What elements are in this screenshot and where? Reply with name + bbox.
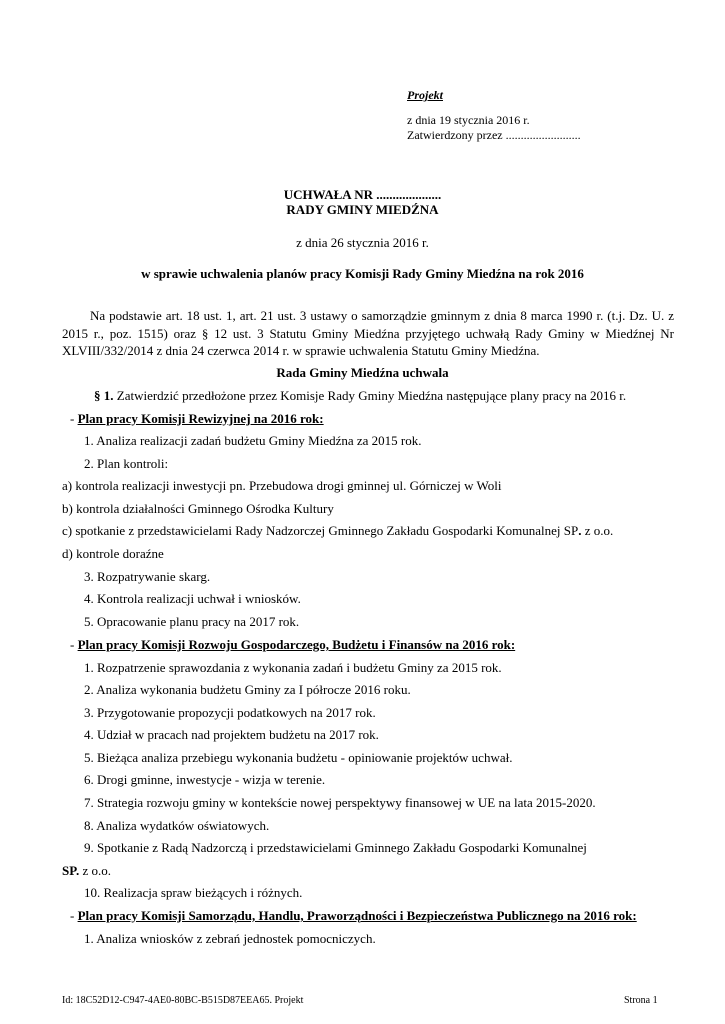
list-item: 8. Analiza wydatków oświatowych.: [84, 818, 270, 833]
section-1: [94, 388, 626, 403]
draft-date: z dnia 19 stycznia 2016 r.: [407, 113, 530, 127]
dash: -: [70, 908, 78, 923]
list-item: b) kontrola działalności Gminnego Ośrodka Kultury: [62, 501, 334, 516]
list-item: [62, 523, 613, 538]
list-item: 4. Kontrola realizacji uchwał i wniosków.: [84, 591, 301, 606]
heading-text: Plan pracy Komisji Rozwoju Gospodarczego, Budżetu i Finansów na 2016 rok:: [77, 637, 516, 652]
list-item: 5. Bieżąca analiza przebiegu wykonania budżetu - opiniowanie projektów uchwał.: [84, 750, 513, 765]
text-bold: .: [578, 523, 582, 538]
heading-text: Plan pracy Komisji Samorządu, Handlu, Praworządności i Bezpieczeństwa Publicznego na 2016 rok:: [77, 908, 637, 923]
project-label: Projekt: [407, 88, 443, 102]
list-item: 2. Plan kontroli:: [84, 456, 169, 471]
list-item: d) kontrole doraźne: [62, 546, 164, 561]
list-item: 6. Drogi gminne, inwestycje - wizja w terenie.: [84, 772, 326, 787]
list-item: 1. Analiza realizacji zadań budżetu Gminy Miedźna za 2015 rok.: [84, 433, 422, 448]
dash: -: [70, 411, 78, 426]
text: z o.o.: [79, 863, 112, 878]
list-item: 7. Strategia rozwoju gminy w kontekście nowej perspektywy finansowej w UE na lata 2015-2020.: [84, 795, 596, 810]
issuer-title: RADY GMINY MIEDŹNA: [286, 202, 439, 217]
preamble-line-1: Na podstawie art. 18 ust. 1, art. 21 ust. 3 ustawy o samorządzie gminnym z dnia 8 marca 1990 r. (t.j. Dz. U. z: [90, 308, 674, 323]
dash: -: [70, 637, 78, 652]
text-bold: SP.: [62, 863, 80, 878]
text: c) spotkanie z przedstawicielami Rady Nadzorczej Gminnego Zakładu Gospodarki Komunalnej SP: [62, 523, 579, 538]
plan-revision-heading: [70, 411, 324, 426]
list-item: a) kontrola realizacji inwestycji pn. Przebudowa drogi gminnej ul. Górniczej w Woli: [62, 478, 502, 493]
resolution-subject: w sprawie uchwalenia planów pracy Komisji Rady Gminy Miedźna na rok 2016: [141, 266, 584, 281]
plan-economy-heading: [70, 637, 515, 652]
plan-selfgov-heading: [70, 908, 637, 923]
list-item: 9. Spotkanie z Radą Nadzorczą i przedstawicielami Gminnego Zakładu Gospodarki Komunalnej: [84, 840, 587, 855]
resolution-date: z dnia 26 stycznia 2016 r.: [296, 235, 429, 250]
list-item: 3. Przygotowanie propozycji podatkowych na 2017 rok.: [84, 705, 376, 720]
council-resolves: Rada Gminy Miedźna uchwala: [276, 365, 449, 380]
list-item: 1. Analiza wniosków z zebrań jednostek pomocniczych.: [84, 931, 376, 946]
section-1-text: Zatwierdzić przedłożone przez Komisje Rady Gminy Miedźna następujące plany pracy na 2016 r.: [113, 388, 627, 403]
section-1-label: § 1.: [94, 388, 114, 403]
list-item: 1. Rozpatrzenie sprawozdania z wykonania zadań i budżetu Gminy za 2015 rok.: [84, 660, 502, 675]
list-item: 10. Realizacja spraw bieżących i różnych.: [84, 885, 303, 900]
document-id: Id: 18C52D12-C947-4AE0-80BC-B515D87EEA65. Projekt: [62, 995, 304, 1006]
text: z o.o.: [581, 523, 614, 538]
heading-text: Plan pracy Komisji Rewizyjnej na 2016 rok:: [77, 411, 324, 426]
list-item: 5. Opracowanie planu pracy na 2017 rok.: [84, 614, 300, 629]
preamble-line-3: XLVIII/332/2014 z dnia 24 czerwca 2014 r. w sprawie uchwalenia Statutu Gminy Miedźna.: [62, 343, 540, 358]
resolution-number: UCHWAŁA NR ....................: [283, 187, 442, 202]
preamble-line-2: 2015 r., poz. 1515) oraz § 12 ust. 3 Statutu Gminy Miedźna przyjętego uchwałą Rady Gminy w Miedźnej Nr: [62, 326, 674, 341]
page-number: Strona 1: [624, 995, 658, 1006]
approved-by: Zatwierdzony przez .........................: [407, 128, 581, 142]
list-item: 2. Analiza wykonania budżetu Gminy za I półrocze 2016 roku.: [84, 682, 411, 697]
list-item: 3. Rozpatrywanie skarg.: [84, 569, 211, 584]
list-item-continuation: [62, 863, 111, 878]
list-item: 4. Udział w pracach nad projektem budżetu na 2017 rok.: [84, 727, 379, 742]
